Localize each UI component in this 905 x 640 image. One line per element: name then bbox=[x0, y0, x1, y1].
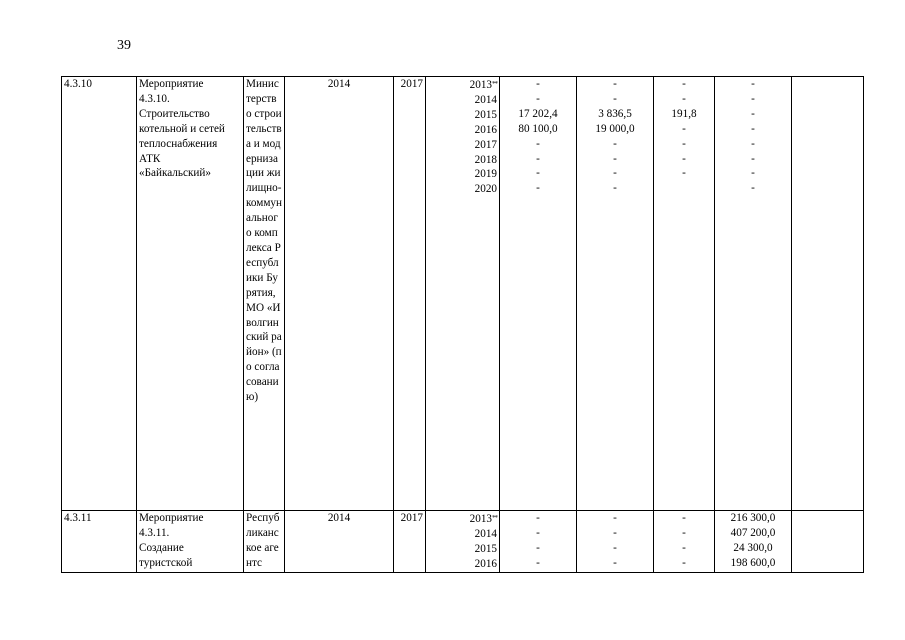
cell-line: - bbox=[536, 78, 540, 90]
year-list bbox=[426, 511, 500, 573]
cell-line: 4.3.10. bbox=[139, 92, 170, 105]
year-value: 2015 bbox=[474, 542, 497, 555]
cell-line: Мероприятие bbox=[139, 78, 204, 90]
cell-line: Создание bbox=[139, 541, 184, 554]
year-value: 2016 bbox=[474, 557, 497, 570]
cell-line: - bbox=[536, 167, 540, 180]
measure-executor bbox=[244, 511, 285, 573]
year-value: 2015 bbox=[474, 108, 497, 121]
funding-col-2 bbox=[577, 77, 654, 511]
funding-col-1 bbox=[500, 77, 577, 511]
year-line bbox=[428, 557, 497, 572]
year-line bbox=[428, 138, 497, 153]
cell-line: Мероприятие bbox=[139, 512, 204, 524]
year-line bbox=[428, 167, 497, 182]
page-number: 39 bbox=[117, 38, 131, 53]
cell-line: - bbox=[613, 182, 617, 195]
year-line bbox=[428, 93, 497, 108]
cell-line: - bbox=[682, 137, 686, 150]
cell-line: - bbox=[536, 137, 540, 150]
cell-line: 17 202,4 bbox=[518, 107, 558, 120]
cell-line: - bbox=[613, 556, 617, 569]
measure-executor bbox=[244, 77, 285, 511]
year-line bbox=[428, 153, 497, 168]
cell-line: 24 300,0 bbox=[733, 541, 773, 554]
executor-text: Министерство строительства и модернизации жилищно-коммунального комплекса Республики Бурятия, МО «Иволгинский район» (по согласованию) bbox=[246, 78, 282, 404]
year-value: 2014 bbox=[474, 527, 497, 540]
cell-line: - bbox=[536, 556, 540, 569]
cell-line: - bbox=[613, 167, 617, 180]
cell-line: - bbox=[682, 556, 686, 569]
cell-line: - bbox=[682, 92, 686, 105]
cell-line: туристской bbox=[139, 556, 193, 569]
cell-line: котельной и сетей bbox=[139, 122, 225, 135]
year-line bbox=[428, 511, 497, 527]
cell-line: - bbox=[613, 92, 617, 105]
table-row bbox=[62, 511, 864, 573]
measure-name bbox=[137, 511, 244, 573]
cell-line: - bbox=[613, 78, 617, 90]
cell-line: - bbox=[536, 152, 540, 165]
cell-line: - bbox=[751, 167, 755, 180]
cell-line: - bbox=[682, 152, 686, 165]
year-line bbox=[428, 542, 497, 557]
year-value: 2017 bbox=[474, 138, 497, 151]
cell-line: - bbox=[751, 78, 755, 90]
cell-line: 3 836,5 bbox=[598, 107, 632, 120]
year-line bbox=[428, 527, 497, 542]
year-line bbox=[428, 182, 497, 197]
year-line bbox=[428, 123, 497, 138]
year-mark: ** bbox=[492, 80, 497, 88]
end-year: 2017 bbox=[394, 511, 426, 573]
executor-text: Республиканское агентс bbox=[246, 512, 280, 569]
cell-line: - bbox=[682, 526, 686, 539]
start-year: 2014 bbox=[285, 511, 394, 573]
empty-cell bbox=[792, 511, 864, 573]
funding-col-3 bbox=[654, 511, 715, 573]
cell-line: - bbox=[751, 182, 755, 195]
table-body bbox=[62, 77, 864, 573]
cell-line: - bbox=[536, 512, 540, 524]
funding-col-4 bbox=[715, 77, 792, 511]
cell-line: Строительство bbox=[139, 107, 210, 120]
cell-line: - bbox=[682, 512, 686, 524]
table-row bbox=[62, 77, 864, 511]
year-value: 2018 bbox=[474, 153, 497, 166]
cell-line: - bbox=[613, 512, 617, 524]
measure-code: 4.3.10 bbox=[62, 77, 137, 511]
start-year: 2014 bbox=[285, 77, 394, 511]
cell-line: - bbox=[751, 122, 755, 135]
cell-line: 19 000,0 bbox=[595, 122, 635, 135]
cell-line: - bbox=[613, 541, 617, 554]
year-value: 2020 bbox=[474, 183, 497, 196]
cell-line: - bbox=[751, 152, 755, 165]
year-value: 2013 bbox=[469, 79, 492, 91]
cell-line: - bbox=[613, 152, 617, 165]
cell-line: - bbox=[613, 137, 617, 150]
measure-name bbox=[137, 77, 244, 511]
end-year: 2017 bbox=[394, 77, 426, 511]
cell-line: - bbox=[682, 541, 686, 554]
cell-line: - bbox=[682, 122, 686, 135]
cell-line: - bbox=[613, 526, 617, 539]
measure-code: 4.3.11 bbox=[62, 511, 137, 573]
cell-line: АТК bbox=[139, 152, 161, 165]
cell-line: 80 100,0 bbox=[518, 122, 558, 135]
cell-line: - bbox=[751, 137, 755, 150]
cell-line: - bbox=[536, 92, 540, 105]
year-line bbox=[428, 77, 497, 93]
year-mark: ** bbox=[492, 514, 497, 522]
empty-cell bbox=[792, 77, 864, 511]
cell-line: 4.3.11. bbox=[139, 526, 170, 539]
cell-line: - bbox=[751, 92, 755, 105]
year-value: 2016 bbox=[474, 123, 497, 136]
cell-line: теплоснабжения bbox=[139, 137, 218, 150]
measures-table bbox=[61, 76, 864, 573]
cell-line: - bbox=[751, 107, 755, 120]
year-value: 2019 bbox=[474, 168, 497, 181]
year-value: 2013 bbox=[469, 513, 492, 525]
funding-col-4 bbox=[715, 511, 792, 573]
cell-line: 198 600,0 bbox=[730, 556, 776, 569]
year-line bbox=[428, 108, 497, 123]
cell-line: - bbox=[536, 541, 540, 554]
cell-line: 216 300,0 bbox=[730, 512, 776, 524]
year-list bbox=[426, 77, 500, 511]
funding-col-2 bbox=[577, 511, 654, 573]
cell-line: - bbox=[536, 526, 540, 539]
year-value: 2014 bbox=[474, 93, 497, 106]
funding-col-1 bbox=[500, 511, 577, 573]
cell-line: - bbox=[682, 78, 686, 90]
cell-line: - bbox=[682, 167, 686, 180]
funding-col-3 bbox=[654, 77, 715, 511]
cell-line: - bbox=[536, 182, 540, 195]
cell-line: 191,8 bbox=[671, 107, 697, 120]
cell-line: «Байкальский» bbox=[139, 167, 211, 180]
cell-line: 407 200,0 bbox=[730, 526, 776, 539]
